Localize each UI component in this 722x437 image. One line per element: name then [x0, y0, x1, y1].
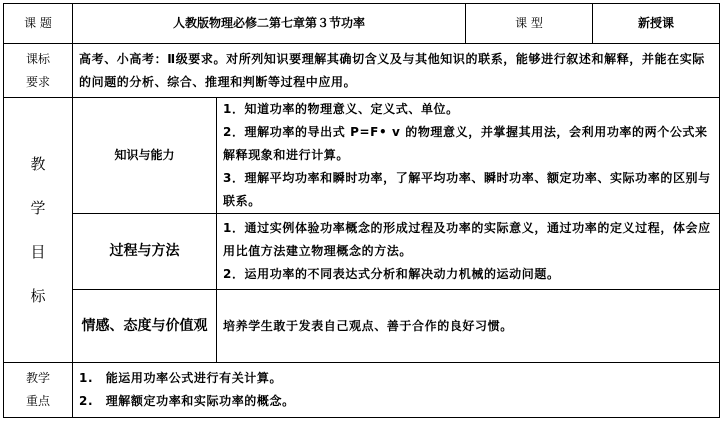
type-label: 课 型	[466, 4, 593, 44]
knowledge-item-3: 3．理解平均功率和瞬时功率，了解平均功率、瞬时功率、额定功率、实际功率的区别与联系。	[223, 171, 711, 208]
process-item-2: 2．运用功率的不同表达式分析和解决动力机械的运动问题。	[223, 267, 560, 281]
standards-row	[4, 44, 720, 98]
key-points-content	[73, 363, 720, 418]
lesson-plan-table	[3, 3, 720, 418]
header-row	[4, 4, 720, 44]
course-title: 人教版物理必修二第七章第３节功率	[73, 4, 466, 44]
key-point-item-2: 2. 理解额定功率和实际功率的概念。	[79, 394, 295, 408]
objectives-char-1: 教	[30, 155, 46, 173]
objectives-char-4: 标	[30, 287, 46, 305]
type-value: 新授课	[593, 4, 720, 44]
process-label: 过程与方法	[73, 214, 217, 290]
objectives-label	[4, 98, 73, 363]
course-label: 课 题	[4, 4, 73, 44]
standards-label-text: 课标要求	[25, 51, 50, 89]
key-points-label-text: 教学重点	[25, 371, 50, 408]
standards-label	[4, 44, 73, 98]
attitude-row	[4, 290, 720, 363]
knowledge-item-2: 2．理解功率的导出式 P=F• v 的物理意义，并掌握其用法，会利用功率的两个公式来解释现象和进行计算。	[223, 125, 708, 162]
process-item-1: 1．通过实例体验功率概念的形成过程及功率的实际意义，通过功率的定义过程，体会应用比值方法建立物理概念的方法。	[223, 221, 711, 258]
knowledge-content	[217, 98, 720, 214]
key-points-row	[4, 363, 720, 418]
standards-text: 高考、小高考：Ⅱ级要求。对所列知识要理解其确切含义及与其他知识的联系，能够进行叙述和解释，并能在实际的问题的分析、综合、推理和判断等过程中应用。	[73, 44, 720, 98]
process-content	[217, 214, 720, 290]
attitude-label: 情感、态度与价值观	[73, 290, 217, 363]
key-point-item-1: 1. 能运用功率公式进行有关计算。	[79, 371, 283, 385]
key-points-label	[4, 363, 73, 418]
attitude-text: 培养学生敢于发表自己观点、善于合作的良好习惯。	[217, 290, 720, 363]
objectives-char-2: 学	[30, 199, 46, 217]
knowledge-label: 知识与能力	[73, 98, 217, 214]
process-row	[4, 214, 720, 290]
objectives-char-3: 目	[30, 243, 46, 261]
knowledge-item-1: 1．知道功率的物理意义、定义式、单位。	[223, 102, 459, 116]
knowledge-row	[4, 98, 720, 214]
